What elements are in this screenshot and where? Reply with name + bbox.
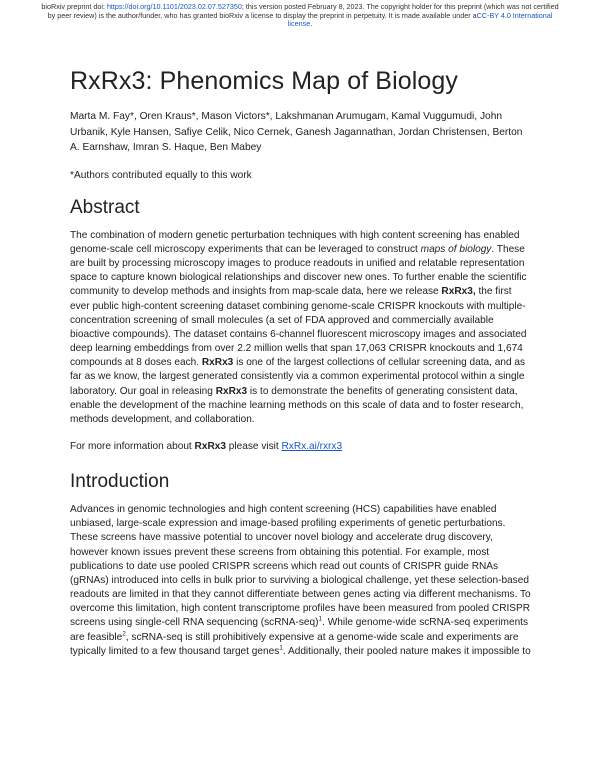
paper-title: RxRx3: Phenomics Map of Biology [70, 67, 458, 95]
preprint-prefix: bioRxiv preprint doi: [41, 2, 107, 11]
abstract-text-3: the first ever public high-content screening dataset combining genome-scale CRISPR knockouts with multiple-concentration screening of small molecules (a set of FDA approved and commercially available bioactive compounds). The dataset contains 6-channel fluorescent microscopy images and associated deep learning embeddings from over 2.2 million wells that span 17,063 CRISPR knockouts and 1,674 compounds at 8 doses each. [70, 286, 527, 369]
preprint-notice [40, 3, 560, 29]
abstract-heading: Abstract [70, 196, 140, 218]
introduction-heading: Introduction [70, 471, 170, 493]
intro-text-2: . While genome-wide scRNA-seq experiments are feasible [70, 617, 529, 643]
intro-text-3: , scRNA-seq is still prohibitively expensive at a genome-wide scale and experiments are typically limited to a few thousand target genes [70, 631, 519, 657]
abstract-text-4: is one of the largest collections of cellular screening data, and as far as we know, the largest generated consistently via a common experimental protocol within a single laboratory. Our goal in releasing [70, 357, 526, 397]
rxrx3-link[interactable]: RxRx.ai/rxrx3 [281, 440, 343, 452]
intro-text-4: . Additionally, their pooled nature makes it impossible to [282, 645, 531, 657]
more-info-line [70, 440, 532, 454]
more-info-dataset-name: RxRx3 [194, 440, 226, 452]
license-link[interactable]: CC-BY 4.0 International license [287, 10, 553, 29]
more-info-middle: please visit [225, 440, 282, 452]
dataset-name-bold-2: RxRx3 [201, 357, 234, 369]
preprint-notice-text: ; this version posted February 8, 2023. The copyright holder for this preprint (which was not certified by peer review) is the author/funder, who has granted bioRxiv a license to display the preprint in perpetuity. It is made available under a [47, 2, 559, 20]
equal-contribution-note: *Authors contributed equally to this work [70, 169, 252, 181]
introduction-paragraph [70, 503, 532, 659]
dataset-name-bold: RxRx3, [441, 286, 476, 298]
paper-content [70, 66, 532, 659]
abstract-text-5: is to demonstrate the benefits of generating consistent data, enable the development of the machine learning methods on this scale of data and to foster research, methods development, and collaboration. [70, 385, 524, 425]
author-list: Marta M. Fay*, Oren Kraus*, Mason Victors*, Lakshmanan Arumugam, Kamal Vuggumudi, John Urbanik, Kyle Hansen, Safiye Celik, Nico Cernek, Ganesh Jagannathan, Jordan Christensen, Berton A. Earnshaw, Imran S. Haque, Ben Mabey [70, 111, 523, 154]
abstract-paragraph [70, 229, 532, 427]
citation-3: 1 [279, 644, 283, 652]
dataset-name-bold-3: RxRx3 [215, 385, 248, 397]
citation-2: 2 [122, 630, 126, 638]
preprint-suffix: . [310, 19, 313, 29]
abstract-italic-phrase: maps of biology [420, 243, 492, 255]
more-info-prefix: For more information about [70, 440, 195, 452]
doi-link[interactable]: https://doi.org/10.1101/2023.02.07.527350 [106, 2, 242, 11]
abstract-text-2: . These are built by processing microscopy images to produce readouts in unified and relatable representation space to capture known biological relationships and discover new ones. To further enable the scientific community to develop methods and insights from map-scale data, here we release [70, 243, 527, 298]
citation-1: 1 [318, 616, 323, 624]
intro-text-1: Advances in genomic technologies and high content screening (HCS) capabilities have enabled unbiased, large-scale expression and image-based profiling experiments of genetic perturbations. These screens have massive potential to uncover novel biology and accelerate drug discovery, however known issues prevent these screens from obtaining this potential. For example, most publications to date use pooled CRISPR screens which read out counts of CRISPR guide RNAs (gRNAs) introduced into cells in bulk prior to surviving a biological challenge, yet these selection-based readouts are limited in that they cannot differentiate between genes acting via different mechanisms. To overcome this limitation, high content transcriptome profiles have been measured from pooled CRISPR screens using single-cell RNA sequencing (scRNA-seq) [70, 504, 531, 629]
abstract-text-1: The combination of modern genetic perturbation techniques with high content screening has enabled genome-scale cell microscopy experiments that can be leveraged to construct [70, 229, 520, 255]
